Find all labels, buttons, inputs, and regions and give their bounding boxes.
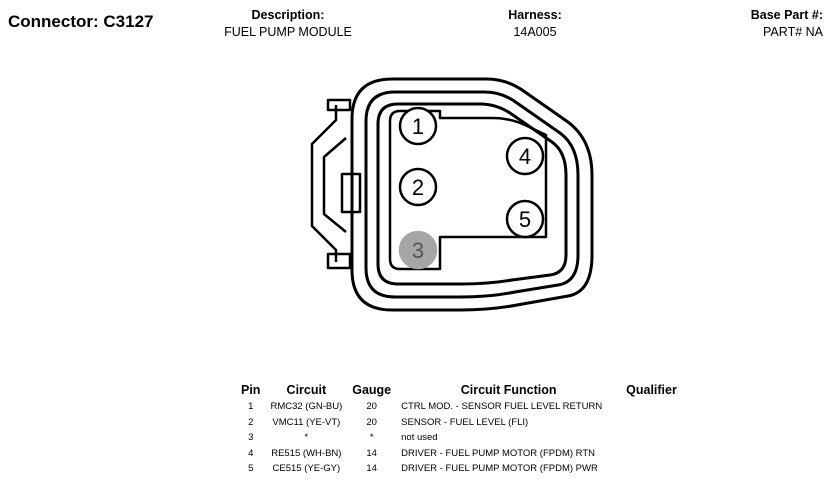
header-pin: Pin bbox=[241, 383, 261, 397]
table-row bbox=[236, 461, 682, 477]
row-pin: 1 bbox=[248, 401, 254, 413]
housing-outer-outline bbox=[352, 79, 592, 310]
row-pin: 4 bbox=[248, 447, 254, 459]
table-row bbox=[236, 399, 682, 415]
pin-3-label: 3 bbox=[411, 238, 425, 263]
table-row bbox=[236, 415, 682, 431]
row-qualifier bbox=[621, 446, 682, 462]
row-qualifier bbox=[621, 430, 682, 446]
base-part-value: PART# NA bbox=[763, 25, 823, 39]
table-row bbox=[236, 430, 682, 446]
row-gauge: * bbox=[369, 432, 374, 444]
description-label: Description: bbox=[251, 8, 325, 22]
row-gauge: 14 bbox=[366, 463, 377, 475]
row-function: DRIVER - FUEL PUMP MOTOR (FPDM) RTN bbox=[401, 447, 596, 459]
top-tab-outline bbox=[328, 100, 350, 110]
row-gauge: 20 bbox=[366, 416, 377, 428]
header-circuit-function: Circuit Function bbox=[460, 383, 557, 397]
description-value: FUEL PUMP MODULE bbox=[224, 25, 352, 39]
pin-4-label: 4 bbox=[518, 144, 532, 169]
table-row bbox=[236, 446, 682, 462]
row-circuit: CE515 (YE-GY) bbox=[272, 463, 341, 475]
harness-label: Harness: bbox=[508, 8, 562, 22]
row-pin: 5 bbox=[248, 463, 254, 475]
row-function: not used bbox=[401, 432, 438, 444]
row-circuit: VMC11 (YE-VT) bbox=[272, 416, 341, 428]
row-qualifier bbox=[621, 461, 682, 477]
row-circuit: * bbox=[304, 432, 309, 444]
row-pin: 3 bbox=[248, 432, 254, 444]
bottom-tab-outline bbox=[328, 254, 350, 268]
pin-table bbox=[236, 381, 682, 477]
row-pin: 2 bbox=[248, 416, 254, 428]
pin-table-header bbox=[236, 381, 682, 399]
row-gauge: 20 bbox=[366, 401, 377, 413]
pin-1-label: 1 bbox=[411, 114, 425, 139]
row-qualifier bbox=[621, 399, 682, 415]
row-circuit: RE515 (WH-BN) bbox=[271, 447, 342, 459]
header-circuit: Circuit bbox=[286, 383, 327, 397]
row-function: SENSOR - FUEL LEVEL (FLI) bbox=[401, 416, 529, 428]
row-qualifier bbox=[621, 415, 682, 431]
pin-2-label: 2 bbox=[411, 175, 425, 200]
header-gauge: Gauge bbox=[352, 383, 392, 397]
pin-5-label: 5 bbox=[518, 207, 532, 232]
row-function: CTRL MOD. - SENSOR FUEL LEVEL RETURN bbox=[401, 401, 603, 413]
harness-value: 14A005 bbox=[513, 25, 557, 39]
row-circuit: RMC32 (GN-BU) bbox=[270, 401, 343, 413]
header-qualifier: Qualifier bbox=[626, 383, 677, 397]
row-gauge: 14 bbox=[366, 447, 377, 459]
base-part-label: Base Part #: bbox=[750, 8, 823, 22]
connector-title: Connector: C3127 bbox=[8, 12, 154, 31]
row-function: DRIVER - FUEL PUMP MOTOR (FPDM) PWR bbox=[401, 463, 598, 475]
